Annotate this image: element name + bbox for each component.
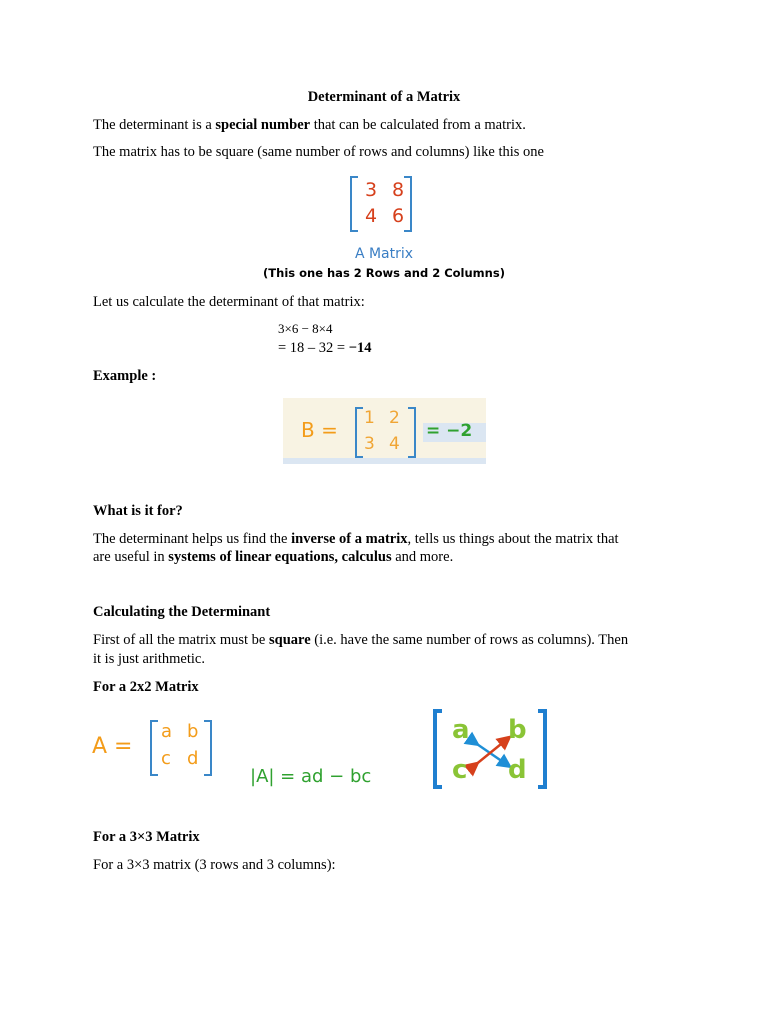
intro-bold: special number [215, 117, 311, 133]
example-result: = −2 [426, 421, 473, 441]
right-bracket [404, 176, 412, 232]
matrix-cell: d [187, 748, 199, 769]
matrix-a-figure [90, 714, 230, 778]
calc-result: −14 [348, 340, 372, 356]
uses-bold: inverse of a matrix [291, 531, 408, 547]
what-heading-text: What is it for? [93, 503, 183, 519]
intro-text: The determinant is a [93, 117, 216, 133]
calc-line-2 [278, 339, 372, 358]
heading-3x3 [93, 828, 200, 847]
matrix-cell: c [161, 748, 171, 769]
uses-paragraph-line-1 [93, 530, 619, 549]
left-bracket [150, 720, 158, 776]
matrix-subcaption: (This one has 2 Rows and 2 Columns) [263, 266, 505, 280]
uses-text: The determinant helps us find the [93, 531, 292, 547]
determinant-formula: |A| = ad − bc [250, 766, 372, 787]
square-note-text: (i.e. have the same number of rows as columns). Then [310, 632, 629, 648]
matrix-cell: 8 [392, 179, 405, 201]
matrix-cell: 2 [389, 408, 400, 428]
example-figure [283, 398, 486, 464]
square-note-bold: square [269, 632, 311, 648]
left-bracket [350, 176, 358, 232]
uses-text: are useful in [93, 549, 169, 565]
matrix-cell: b [187, 721, 199, 742]
svg-text:a: a [452, 715, 470, 745]
square-paragraph: The matrix has to be square (same number of rows and columns) like this one [93, 144, 544, 160]
heading-2x2-text: For a 2x2 Matrix [93, 679, 199, 695]
calc-line-1: 3×6 − 8×4 [278, 321, 333, 336]
matrix-cell: 3 [365, 179, 378, 201]
matrix-cell: 4 [389, 434, 400, 454]
square-note-line-2: it is just arithmetic. [93, 651, 205, 667]
square-note-line-1 [93, 631, 628, 650]
matrix-cell: 6 [392, 205, 405, 227]
page-title [0, 88, 768, 107]
calc-line-2-text: = 18 – 32 = [278, 340, 349, 356]
uses-text: and more. [391, 549, 454, 565]
uses-bold: systems of linear equations, calculus [168, 549, 392, 565]
calculating-heading [93, 603, 270, 622]
svg-text:b: b [508, 715, 527, 745]
left-bracket [355, 407, 363, 458]
cross-arrows-icon [432, 708, 550, 790]
example-heading-text: Example : [93, 368, 157, 384]
heading-3x3-text: For a 3×3 Matrix [93, 829, 200, 845]
matrix-cell: a [161, 721, 173, 742]
calculating-heading-text: Calculating the Determinant [93, 604, 271, 620]
figure-underline [283, 458, 486, 464]
right-bracket [204, 720, 212, 776]
calc-intro: Let us calculate the determinant of that matrix: [93, 294, 365, 310]
matrix-cell: 1 [364, 408, 375, 428]
matrix-cell: 3 [364, 434, 375, 454]
svg-text:c: c [452, 755, 468, 785]
intro-text-end: that can be calculated from a matrix. [310, 117, 526, 133]
title-text: Determinant of a Matrix [307, 89, 461, 105]
example-heading [93, 367, 156, 386]
uses-paragraph-line-2 [93, 548, 453, 567]
heading-2x2 [93, 678, 199, 697]
matrix-cell: 4 [365, 205, 378, 227]
example-label: B = [301, 418, 338, 442]
square-note-text: First of all the matrix must be [93, 632, 269, 648]
svg-text:d: d [508, 755, 527, 785]
matrix-figure [340, 174, 430, 234]
matrix-3x3-intro: For a 3×3 matrix (3 rows and 3 columns): [93, 857, 336, 873]
uses-text: , tells us things about the matrix that [407, 531, 619, 547]
right-bracket [408, 407, 416, 458]
cross-multiply-diagram [432, 708, 550, 790]
intro-paragraph [93, 116, 526, 135]
matrix-caption: A Matrix [354, 246, 414, 262]
what-heading [93, 502, 183, 521]
matrix-a-label: A = [92, 734, 133, 759]
